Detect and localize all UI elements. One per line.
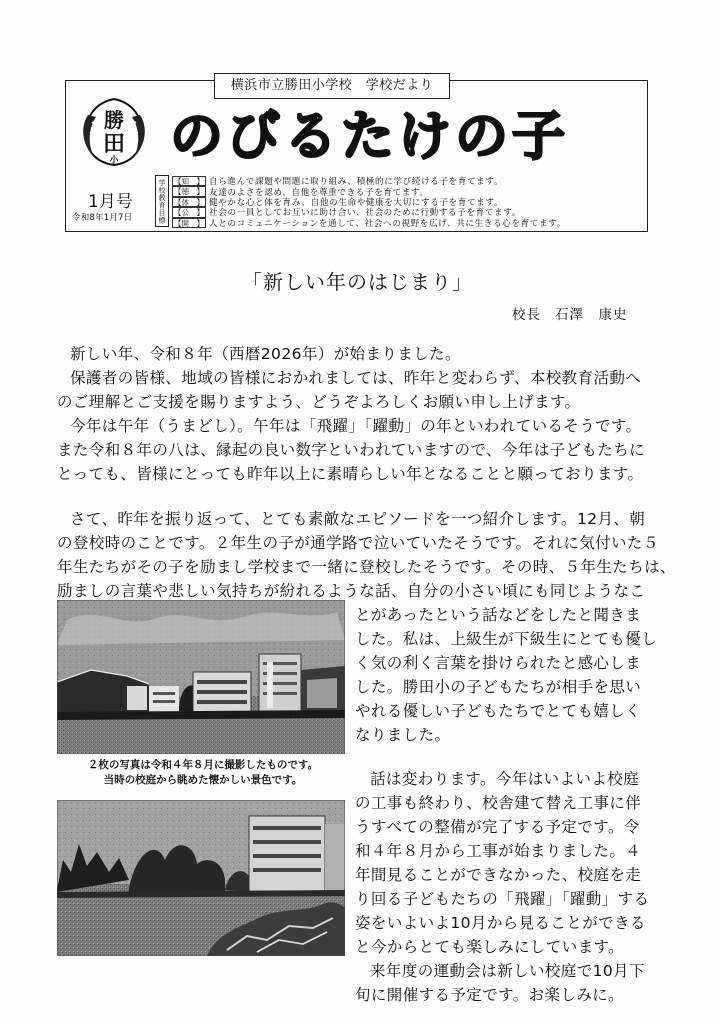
svg-text:小: 小: [109, 156, 119, 166]
goal-tag: 【公 】: [174, 208, 204, 218]
body-line: の登校時のことです。２年生の子が通学路で泣いていたそうです。それに気付いた５: [57, 534, 659, 552]
body-line: のご理解とご支援を賜りますよう、どうぞよろしくお願い申し上げます。: [57, 393, 581, 411]
goal-text: 社会の一員としてお互いに助け合い、社会のために行動する子を育てます。: [209, 208, 521, 219]
body-line: さて、昨年を振り返って、とても素敵なエピソードを一つ紹介します。12月、朝: [70, 510, 646, 528]
body-line: なりました。: [355, 726, 451, 744]
body-line: 来年度の運動会は新しい校庭で10月下: [370, 962, 645, 980]
body-line: 年生たちがその子を励まし学校まで一緒に登校したそうです。その時、５年生たちは、: [57, 558, 676, 576]
goal-tag: 【体 】: [174, 197, 204, 207]
goal-text: 自ら進んで課題や問題に取り組み、積極的に学び続ける子を育てます。: [209, 177, 504, 188]
body-line: り回る子どもたちの「飛躍」「躍動」する: [355, 890, 650, 908]
body-line: と今からとても楽しみにしています。: [355, 938, 625, 956]
issue-date: 令和8年1月7日: [72, 213, 133, 223]
caption-line: ２枚の写真は令和４年８月に撮影したものです。: [87, 759, 319, 771]
goal-tag: 【徳 】: [174, 187, 204, 197]
body-line: やれる優しい子どもたちでとても嬉しく: [355, 702, 642, 720]
body-line: 話は変わります。今年はいよいよ校庭: [370, 770, 640, 788]
body-line: した。私は、上級生が下級生にとても優し: [355, 630, 658, 648]
issue-number: 1月号: [88, 192, 133, 212]
photo-caption: [58, 758, 348, 788]
body-line: 旬に開催する予定です。お楽しみに。: [355, 986, 625, 1004]
author-name: 石澤 康史: [555, 307, 628, 323]
body-line: とっても、皆様にとっても昨年以上に素晴らしい年となることと願っております。: [57, 465, 644, 483]
body-line: とがあったという話などをしたと聞きま: [355, 606, 642, 624]
goal-text: 友達のよさを認め、自他を尊重できる子を育てます。: [209, 187, 429, 198]
goal-tag: 【開 】: [174, 218, 204, 228]
body-line: く気の利く言葉を掛けられたと感心しま: [355, 654, 642, 672]
goal-text: 健やかな心と体を育み、自他の生命や健康を大切にする子を育てます。: [209, 197, 504, 208]
body-line: 年間見ることができなかった、校庭を走: [355, 866, 642, 884]
body-line: 励ましの言葉や悲しい気持ちが紛れるような話、自分の小さい頃にも同じようなこ: [57, 582, 646, 600]
goal-tag: 【知 】: [174, 177, 204, 186]
author-line: [512, 303, 628, 323]
goal-item: [172, 218, 646, 228]
body-line: の工事も終わり、校舎建て替え工事に伴: [355, 794, 642, 812]
body-line: 新しい年、令和８年（西暦2026年）が始まりました。: [70, 345, 461, 363]
schoolyard-photo-trees: [57, 800, 345, 956]
body-line: また令和８年の八は、縁起の良い数字といわれていますので、今年は子どもたちに: [57, 441, 645, 459]
body-line: うすべての整備が完了する予定です。令: [355, 818, 640, 836]
school-name: 横浜市立勝田小学校 学校だより: [214, 73, 450, 99]
body-line: 保護者の皆様、地域の皆様におかれましては、昨年と変わらず、本校教育活動へ: [70, 369, 642, 387]
svg-text:勝: 勝: [104, 108, 124, 132]
caption-line: 当時の校庭から眺めた懐かしい景色です。: [103, 774, 303, 786]
school-emblem-logo: [78, 93, 150, 167]
body-line: 今年は午年（うまどし）。午年は「飛躍」「躍動」の年といわれているそうです。: [70, 417, 642, 435]
newsletter-masthead: のびるたけの子: [170, 106, 569, 167]
schoolyard-photo-buildings: [57, 600, 345, 754]
goal-text: 人とのコミュニケーションを通して、社会への視野を広げ、共に生きる心を育てます。: [209, 218, 566, 229]
body-line: した。勝田小の子どもたちが相手を思い: [355, 678, 642, 696]
body-line: 姿をいよいよ10月から見ることができる: [355, 914, 646, 932]
goals-list: [172, 176, 646, 228]
svg-text:田: 田: [102, 132, 126, 157]
body-line: 和４年８月から工事が始まりました。４: [355, 842, 642, 860]
article-title: 「新しい年のはじまり」: [242, 270, 473, 294]
goals-label: 学校教育目標: [155, 175, 169, 227]
author-role: 校長: [512, 307, 541, 323]
